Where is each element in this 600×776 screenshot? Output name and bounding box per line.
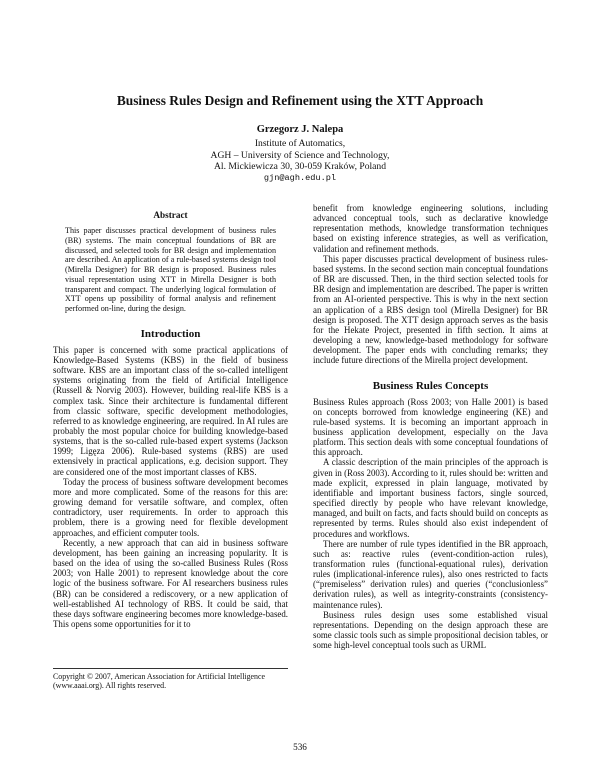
paper-title: Business Rules Design and Refinement using the XTT Approach [116,93,484,108]
author-email[interactable]: gjn@agh.edu.pl [263,172,337,183]
introduction-continued-paragraph: benefit from knowledge engineering solutions, including advanced conceptual tools, such as declarative knowledge representation methods, knowledge transformation techniques based on existing inference strategies, as well as verification, validation and refinement methods. [313,203,548,254]
business-rules-heading: Business Rules Concepts [372,379,489,392]
author-block [0,124,600,184]
author-name: Grzegorz J. Nalepa [256,124,344,135]
paper-outline-paragraph: This paper discusses practical development of business rules-based systems. In the second section main conceptual foundations of BR are discussed. Then, in the third section selected tools for BR design and implementation are described. The paper is written from an AI-oriented perspective. This is why in the next section an application of a RBS design tool (Mirella Designer) for BR design is proposed. The XTT design approach serves as the basis for the Hekate Project, presented in fifth section. It aims at developing a new, knowledge-based methodology for software development. The paper ends with concluding remarks; they include future directions of the Mirella project development. [313,253,548,366]
business-rules-paragraph-1: Business Rules approach (Ross 2003; von Halle 2001) is based on concepts borrowed from knowledge engineering (KE) and rule-based systems. It is becoming an important approach in business application development, especially on the Java platform. This section deals with some conceptual foundations of this approach. [313,396,548,458]
abstract-text: This paper discusses practical development of business rules (BR) systems. The main conceptual foundations of BR are discussed, and selected tools for BR design and implementation are described. An application of a rule-based systems design tool (Mirella Designer) for BR design is proposed. Business rules visual representation using XTT in Mirella Designer is both transparent and compact. The underlying logical formulation of XTT opens up possibility of formal analysis and refinement performed on-line, during the design. [65,226,276,313]
abstract-heading: Abstract [153,210,188,220]
author-affiliation-3: Al. Mickiewicza 30, 30-059 Kraków, Poland [213,161,387,173]
right-column [313,203,548,650]
introduction-heading: Introduction [140,327,201,340]
business-rules-paragraph-2: A classic description of the main principles of the approach is given in (Ross 2003). According to it, rules should be: written and made explicit, expressed in plain language, motivated by identifiable and important business factors, single sourced, specified directly by people who have relevant knowledge, managed, and built on facts, and facts should build on concepts as represented by terms. Rules should also exist independent of procedures and workflows. [313,457,548,539]
business-rules-paragraph-4: Business rules design uses some established visual representations. Depending on the design approach these are some classic tools such as simple propositional decision tables, or some high-level conceptual tools such as URML [313,609,548,651]
introduction-paragraph-1: This paper is concerned with some practical applications of Knowledge-Based Systems (KBS) in the field of business software. KBS are an important class of the so-called intelligent systems originating from the field of Artificial Intelligence (Russell & Norvig 2003). However, building real-life KBS is a complex task. Since their architecture is fundamental different from classic software, specific development methodologies, referred to as knowledge engineering, are required. In AI rules are probably the most popular choice for building knowledge-based systems, that is the so-called rule-based expert systems (Jackson 1999; Ligęza 2006). Rule-based systems (RBS) are used extensively in practical applications, e.g. decision support. They are considered one of the most important classes of KBS. [53,344,288,477]
page-number: 536 [293,742,307,752]
copyright-footnote: Copyright © 2007, American Association for Artificial Intelligence (www.aaai.org). All rights reserved. [53,668,288,691]
left-column [53,210,288,629]
author-affiliation-1: Institute of Automatics, [254,138,346,150]
introduction-paragraph-3: Recently, a new approach that can aid in business software development, has been gaining an increasing popularity. It is based on the idea of using the so-called Business Rules (Ross 2003; von Halle 2001) to represent knowledge about the core logic of the business software. For AI researchers business rules (BR) can be considered a rediscovery, or a new application of well-established AI technology of RBS. It could be said, that these days software engineering becomes more knowledge-based. This opens some opportunities for it to [53,537,288,629]
business-rules-paragraph-3: There are number of rule types identified in the BR approach, such as: reactive rules (event-condition-action rules), transformation rules (functional-equational rules), derivation rules (implicational-inference rules), also ones restricted to facts (“premiseless” derivation rules) and queries (“conclusionless” derivation rules), as well as integrity-constraints (consistency-maintenance rules). [313,538,548,610]
introduction-paragraph-2: Today the process of business software development becomes more and more complicated. Some of the reasons for this are: growing demand for versatile software, and complex, often contradictory, user requirements. In order to approach this problem, there is a growing need for flexible development approaches, and efficient computer tools. [53,476,288,538]
author-affiliation-2: AGH – University of Science and Technology, [210,149,390,161]
